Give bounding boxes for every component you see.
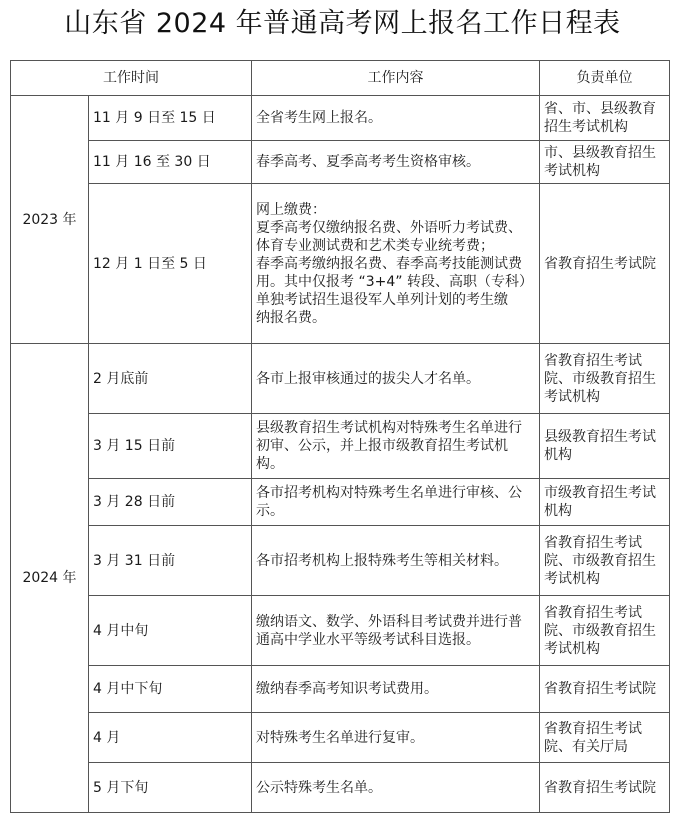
row-unit: 省、市、县级教育招生考试机构 (540, 96, 670, 141)
row-content: 全省考生网上报名。 (252, 96, 540, 141)
content-line: 夏季高考仅缴纳报名费、外语听力考试费、 (256, 219, 522, 236)
row-unit: 省教育招生考试院 (540, 184, 670, 344)
content-line: 春季高考缴纳报名费、春季高考技能测试费 (256, 255, 522, 272)
table-row (11, 96, 670, 141)
content-line: 网上缴费： (256, 201, 326, 218)
content-line: 单独考试招生退役军人单列计划的考生缴 (256, 291, 508, 308)
row-unit: 省教育招生考试院 (540, 763, 670, 813)
table-row (11, 713, 670, 763)
header-content: 工作内容 (252, 61, 540, 96)
table-row (11, 666, 670, 713)
page-title: 山东省 2024 年普通高考网上报名工作日程表 (64, 8, 621, 39)
content-line: 体育专业测试费和艺术类专业统考费； (256, 237, 494, 254)
header-unit: 负责单位 (540, 61, 670, 96)
table-row (11, 596, 670, 666)
row-time: 3 月 15 日前 (89, 414, 252, 479)
table-row (11, 526, 670, 596)
row-time: 12 月 1 日至 5 日 (89, 184, 252, 344)
schedule-table (10, 60, 670, 813)
table-row (11, 344, 670, 414)
row-unit: 省教育招生考试院、市级教育招生考试机构 (540, 344, 670, 414)
table-row (11, 414, 670, 479)
row-time: 4 月中旬 (89, 596, 252, 666)
row-time: 5 月下旬 (89, 763, 252, 813)
row-time: 3 月 28 日前 (89, 479, 252, 526)
row-content: 各市上报审核通过的拔尖人才名单。 (252, 344, 540, 414)
row-content: 各市招考机构上报特殊考生等相关材料。 (252, 526, 540, 596)
content-line: 用。其中仅报考 “3+4” 转段、高职（专科） (256, 273, 533, 290)
row-content: 春季高考、夏季高考考生资格审核。 (252, 141, 540, 184)
row-content: 缴纳春季高考知识考试费用。 (252, 666, 540, 713)
table-header-row (11, 61, 670, 96)
row-time: 4 月中下旬 (89, 666, 252, 713)
row-content: 各市招考机构对特殊考生名单进行审核、公示。 (252, 479, 540, 526)
row-content: 对特殊考生名单进行复审。 (252, 713, 540, 763)
row-unit: 省教育招生考试院、市级教育招生考试机构 (540, 596, 670, 666)
row-unit: 县级教育招生考试机构 (540, 414, 670, 479)
row-time: 2 月底前 (89, 344, 252, 414)
row-time: 3 月 31 日前 (89, 526, 252, 596)
row-content: 缴纳语文、数学、外语科目考试费并进行普通高中学业水平等级考试科目选报。 (252, 596, 540, 666)
content-line: 纳报名费。 (256, 309, 326, 326)
row-unit: 省教育招生考试院、市级教育招生考试机构 (540, 526, 670, 596)
row-unit: 省教育招生考试院、有关厅局 (540, 713, 670, 763)
year-2023: 2023 年 (11, 96, 89, 344)
header-time: 工作时间 (11, 61, 252, 96)
table-row (11, 763, 670, 813)
table-row (11, 141, 670, 184)
row-content-multiline (252, 184, 540, 344)
row-time: 4 月 (89, 713, 252, 763)
year-2024: 2024 年 (11, 344, 89, 813)
row-content: 公示特殊考生名单。 (252, 763, 540, 813)
row-time: 11 月 16 至 30 日 (89, 141, 252, 184)
table-row (11, 184, 670, 344)
table-row (11, 479, 670, 526)
row-unit: 省教育招生考试院 (540, 666, 670, 713)
row-content: 县级教育招生考试机构对特殊考生名单进行初审、公示，并上报市级教育招生考试机构。 (252, 414, 540, 479)
row-time: 11 月 9 日至 15 日 (89, 96, 252, 141)
row-unit: 市级教育招生考试机构 (540, 479, 670, 526)
row-unit: 市、县级教育招生考试机构 (540, 141, 670, 184)
